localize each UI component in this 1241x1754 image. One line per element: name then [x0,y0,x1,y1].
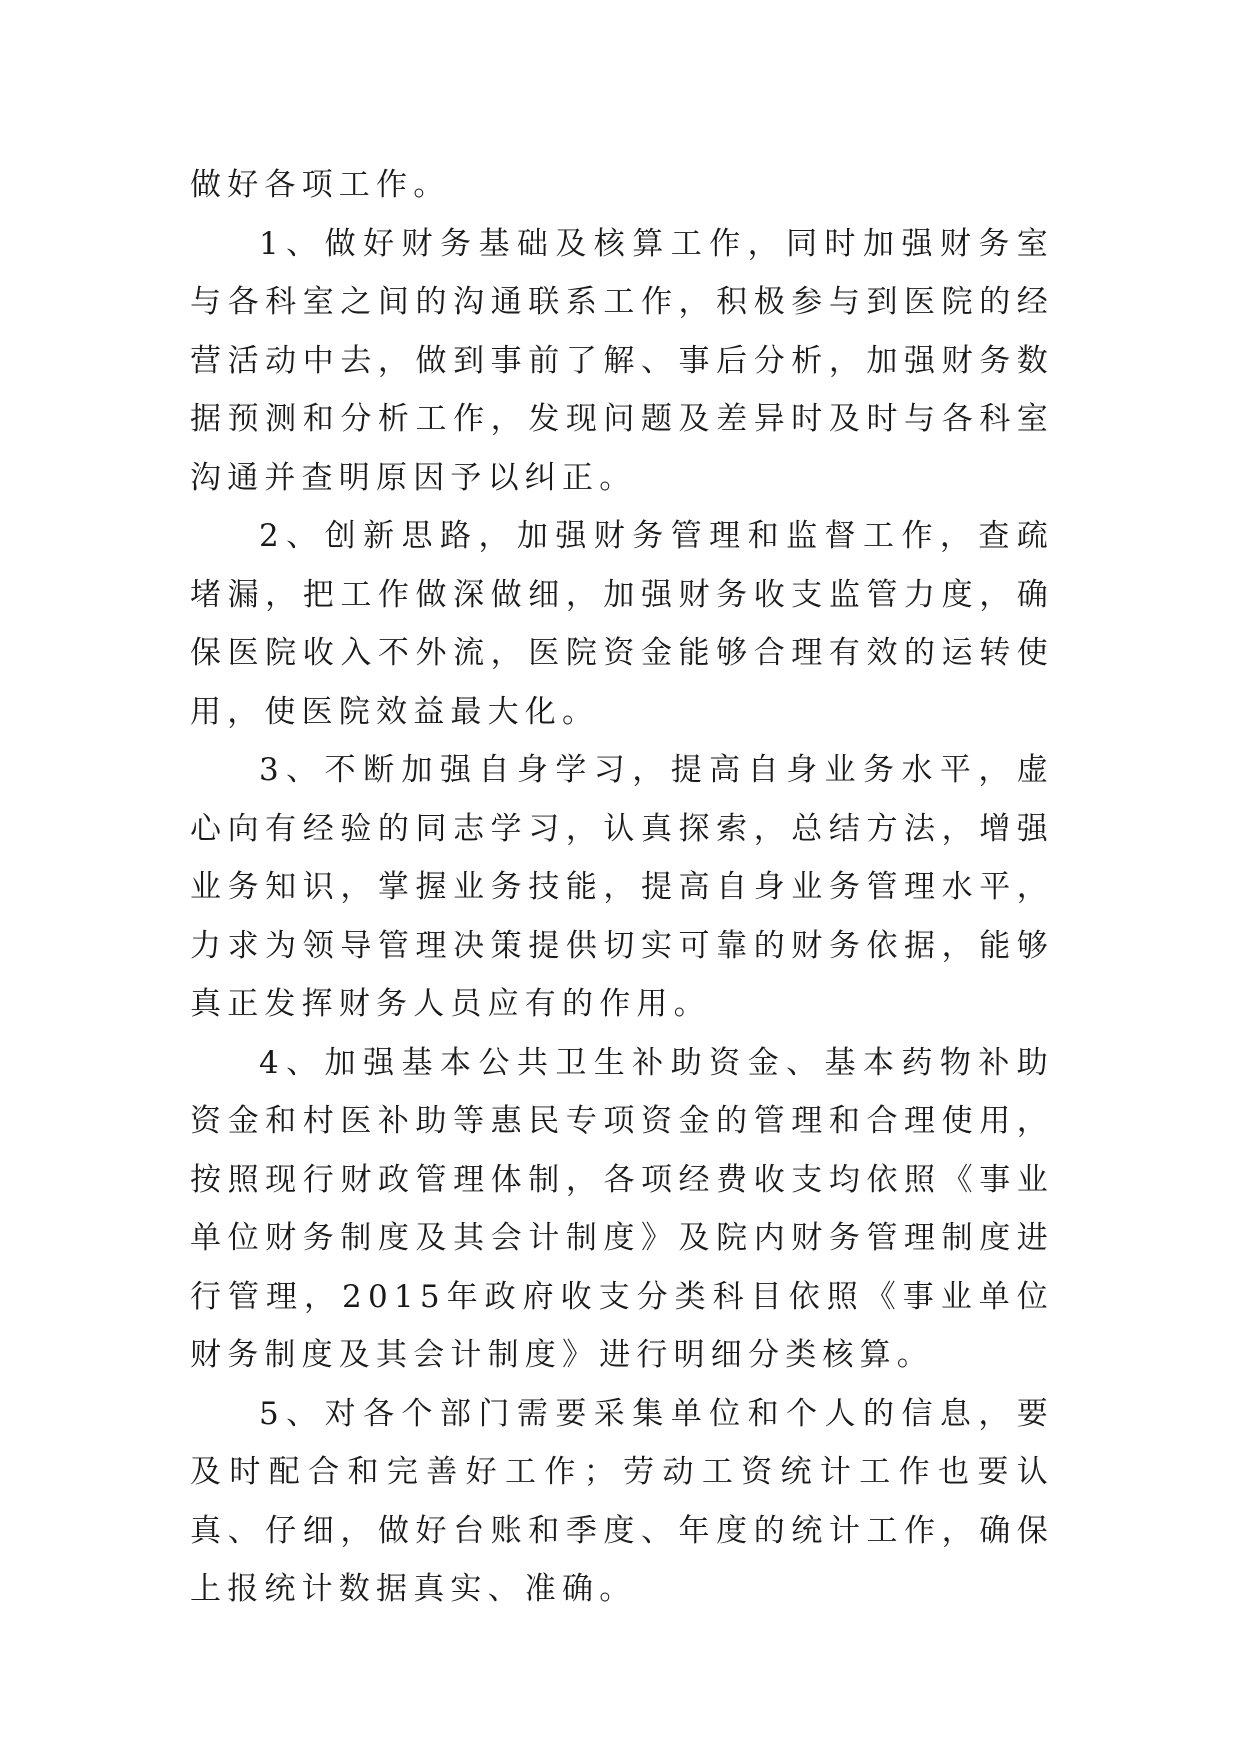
paragraph-item-4: 4、加强基本公共卫生补助资金、基本药物补助资金和村医补助等惠民专项资金的管理和合理使用，按照现行财政管理体制，各项经费收支均依照《事业单位财务制度及其会计制度》及院内财务管理制度进行管理，2015年政府收支分类科目依照《事业单位财务制度及其会计制度》进行明细分类核算。 [190,1044,1054,1373]
paragraph-continuation: 做好各项工作。 [190,167,451,203]
document-page [190,156,1054,1619]
paragraph-item-1: 1、做好财务基础及核算工作，同时加强财务室与各科室之间的沟通联系工作，积极参与到医院的经营活动中去，做到事前了解、事后分析，加强财务数据预测和分析工作，发现问题及差异时及时与各科室沟通并查明原因予以纠正。 [190,225,1054,496]
paragraph-item-3: 3、不断加强自身学习，提高自身业务水平，虚心向有经验的同志学习，认真探索，总结方法，增强业务知识，掌握业务技能，提高自身业务管理水平，力求为领导管理决策提供切实可靠的财务依据，能够真正发挥财务人员应有的作用。 [190,752,1054,1022]
paragraph-item-2: 2、创新思路，加强财务管理和监督工作，查疏堵漏，把工作做深做细，加强财务收支监管力度，确保医院收入不外流，医院资金能够合理有效的运转使用，使医院效益最大化。 [190,518,1054,730]
paragraph-item-5: 5、对各个部门需要采集单位和个人的信息，要及时配合和完善好工作；劳动工资统计工作也要认真、仔细，做好台账和季度、年度的统计工作，确保上报统计数据真实、准确。 [190,1395,1054,1607]
